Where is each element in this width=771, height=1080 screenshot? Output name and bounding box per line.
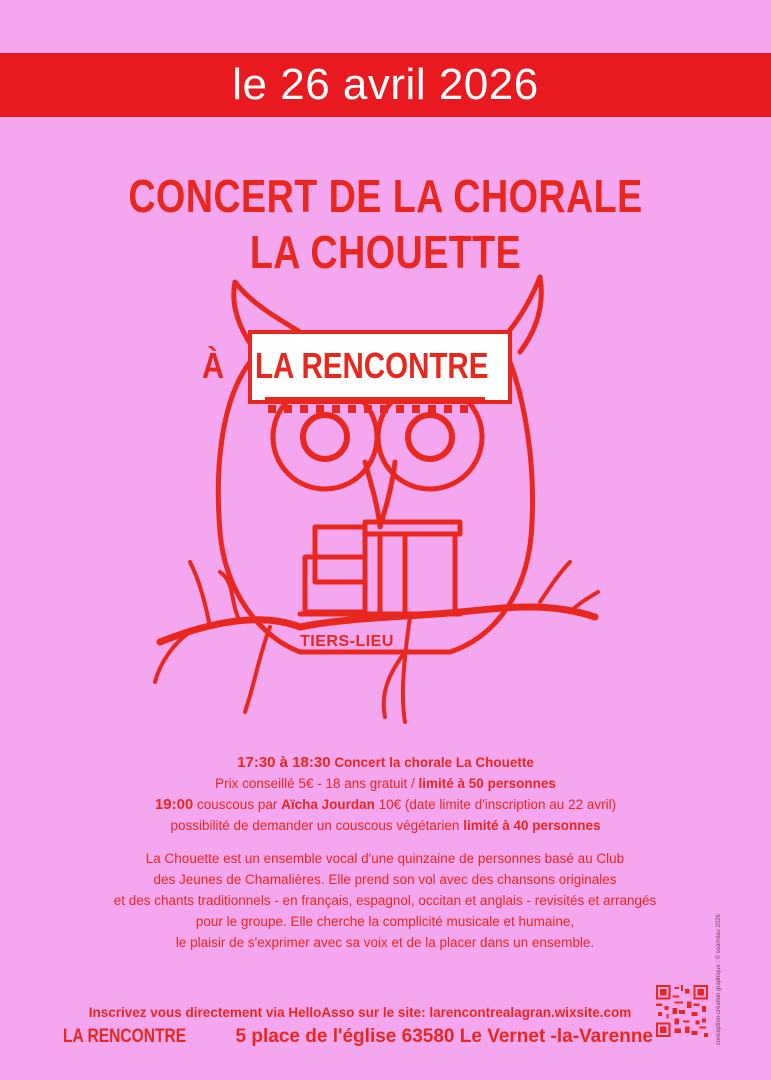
veg-limit: limité à 40 personnes — [463, 818, 601, 833]
price-text: Prix conseillé 5€ - 18 ans gratuit / — [215, 776, 415, 791]
description-line: des Jeunes de Chamalières. Elle prend son vol avec des chansons originales — [153, 872, 617, 887]
graphic-credit: conception-création graphique : © soamliau 2026 — [716, 914, 722, 1045]
dinner-chef: Aïcha Jourdan — [281, 797, 375, 812]
footer — [63, 1026, 653, 1048]
veg-text: possibilité de demander un couscous végétarien — [170, 818, 460, 833]
logo-subtitle: TIERS-LIEU — [300, 633, 394, 650]
footer-venue: LA RENCONTRE — [63, 1026, 187, 1047]
concert-time: 17:30 à 18:30 — [237, 754, 331, 771]
description-line: La Chouette est un ensemble vocal d'une quinzaine de personnes basé au Club — [145, 851, 625, 866]
concert-label: Concert la chorale La Chouette — [334, 755, 534, 770]
veg-line — [0, 815, 771, 836]
price-line — [0, 773, 771, 794]
dinner-time: 19:00 — [154, 796, 194, 813]
price-limit: limité à 50 personnes — [418, 776, 556, 791]
footer-address: 5 place de l'église 63580 Le Vernet -la-Varenne — [235, 1026, 653, 1047]
signup-text: Inscrivez vous directement via HelloAsso sur le site: larencontrealagran.wixsite.com — [88, 1005, 632, 1020]
description-line: pour le groupe. Elle cherche la complicité musicale et humaine, — [195, 914, 575, 929]
date-banner — [0, 53, 771, 117]
description — [60, 848, 710, 953]
logo-name: LA RENCONTRE — [255, 345, 489, 386]
event-title — [0, 168, 771, 280]
title-line-2: LA CHOUETTE — [249, 226, 522, 278]
owl-illustration-icon — [150, 272, 600, 732]
dinner-line — [0, 794, 771, 815]
event-date: le 26 avril 2026 — [232, 60, 539, 109]
description-line: le plaisir de s'exprimer avec sa voix et de la placer dans un ensemble. — [175, 935, 595, 950]
dinner-price: 10€ (date limite d'inscription au 22 avril) — [378, 797, 617, 812]
dinner-by: couscous par — [197, 797, 278, 812]
concert-line — [0, 752, 771, 773]
schedule — [0, 752, 771, 836]
logo-prefix: À — [201, 345, 225, 386]
qr-code-icon — [656, 985, 708, 1037]
description-line: et des chants traditionnels - en français, espagnol, occitan et anglais - revisités et arrangés — [113, 893, 657, 908]
title-line-1: CONCERT DE LA CHORALE — [128, 170, 643, 222]
